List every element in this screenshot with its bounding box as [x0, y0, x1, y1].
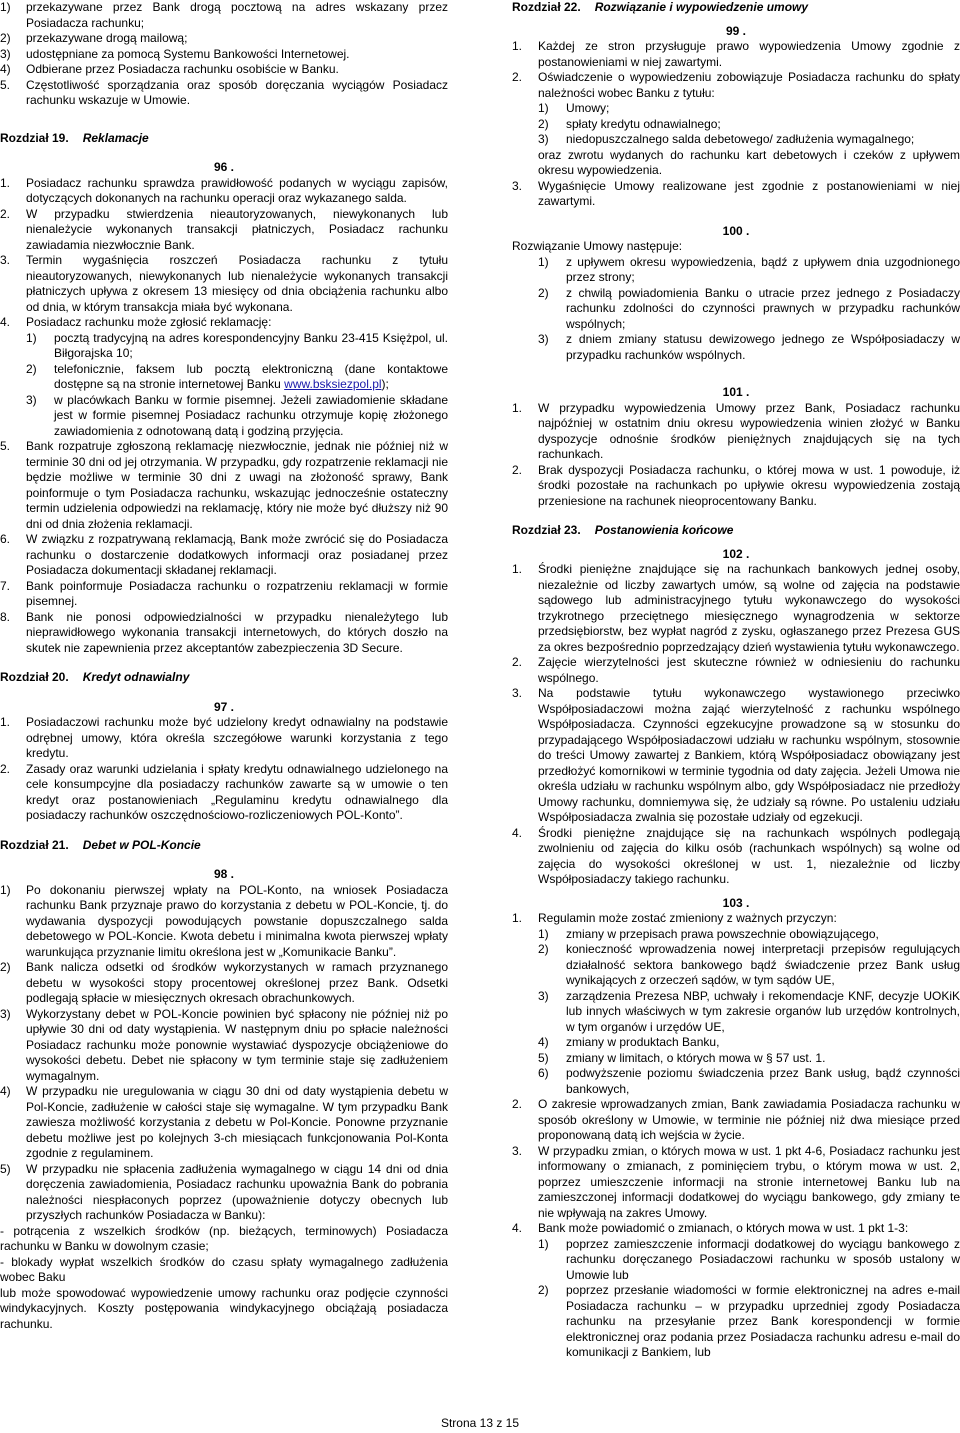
bank-website-link[interactable]: www.bsksiezpol.pl: [284, 377, 382, 391]
list-item: 3. Wygaśnięcie Umowy realizowane jest zgodnie z postanowieniami w niej zawartymi.: [512, 178, 960, 208]
list-item: 3. Na podstawie tytułu wykonawczego wystawionego przeciwko Współposiadaczowi można zająć wierzytelność z rachunku wspólnego Współposiadacza. Czynności egzekucyjne prowadzone są w stosunku do przypadającego Współposiadaczowi udziału w rachunku wspólnym, stosownie do treści Umowy zawartej z Bankiem, którą Współposiadacz obowiązany jest przedłożyć komornikowi w terminie tygodnia od daty zajęcia. Jeżeli Umowa nie określa udziału w rachunku wspólnym albo, gdy Współposiadacz nie przedłoży Umowy rachunku, domniemywa się, że udziały są równe. Po ustaleniu udziału Współposiadacza zwalnia się pozostałe udziały od egzekucji.: [512, 686, 960, 824]
list-item: 1) przekazywane przez Bank drogą pocztową na adres wskazany przez Posiadacza rachunku;: [0, 0, 448, 30]
paragraph: - blokady wypłat wszelkich środków do czasu spłaty wymagalnego zadłużenia wobec Baku: [0, 1254, 448, 1284]
list-item: 3) udostępniane za pomocą Systemu Bankowości Internetowej.: [0, 46, 350, 61]
list-item: 2) przekazywane drogą mailową;: [0, 31, 188, 45]
list-item: 1. W przypadku wypowiedzenia Umowy przez Bank, Posiadacz rachunku najpóźniej w ostatnim dniu okresu wypowiedzenia winien złożyć w Banku dyspozycje odnośnie środków pieniężnych znajdujących się na tych rachunkach.: [512, 400, 960, 461]
list-item: 4) W przypadku nie uregulowania w ciągu 30 dni od daty wystąpienia debetu w Pol-Koncie, zadłużenie w całości staje się wymagalne. W tym przypadku Bank zawiesza możliwość korzystania z debetu w Pol-Koncie. Ponowne przyznanie debetu możliwe jest po kolejnych 3-ch miesiącach funkcjonowania Pol-Konta zgodnie z regulaminem.: [0, 1084, 448, 1160]
left-column: [0, 0, 448, 1332]
list-subitem: 1) Umowy;: [538, 101, 610, 115]
section-number: 100 .: [722, 223, 750, 238]
chapter-heading: Rozdział 19. Reklamacje: [0, 130, 149, 145]
paragraph: oraz zwrotu wydanych do rachunku kart debetowych i czeków z upływem okresu wypowiedzenia.: [538, 147, 960, 177]
list-subitem: 2) telefonicznie, faksem lub pocztą elektroniczną (dane kontaktowe dostępne są na stronie internetowej Banku www.bsksiezpol.pl);: [26, 361, 448, 391]
list-item: 1. Środki pieniężne znajdujące się na rachunkach bankowych jednej osoby, niezależnie od liczby zawartych umów, są wolne od zajęcia na podstawie sądowego lub administracyjnego tytułu wykonawczego do wysokości trzykrotnego przeciętnego miesięcznego wynagrodzenia w sektorze przedsiębiorstw, bez wypłat nagród z zysku, ogłaszanego przez Prezesa GUS za okres bezpośrednio poprzedzający dzień wystawienia tytułu wykonawczego.: [512, 562, 960, 654]
list-subitem: 2) konieczność wprowadzenia nowej interpretacji przepisów regulujących działalność sektora bankowego bądź świadczenie przez Bank usług wynikających z orzeczeń sądów, w tym sądów UE,: [538, 942, 960, 987]
paragraph: - potrącenia z wszelkich środków (np. bieżących, terminowych) Posiadacza rachunku w Banku w dowolnym czasie;: [0, 1223, 448, 1253]
section-number: 102 .: [722, 546, 750, 561]
list-item: 2. O zakresie wprowadzanych zmian, Bank zawiadamia Posiadacza rachunku w sposób określony w Umowie, w terminie nie później niż dwa miesiące przed proponowaną datą ich wejścia w życie.: [512, 1097, 960, 1142]
list-item: 1. Regulamin może zostać zmieniony z ważnych przyczyn:: [512, 911, 837, 925]
list-item: 1. Każdej ze stron przysługuje prawo wypowiedzenia Umowy zgodnie z postanowieniami w niej zawartymi.: [512, 39, 960, 69]
list-item: 8. Bank nie ponosi odpowiedzialności w przypadku nienależytego lub nieprawidłowego wykonania transakcji internetowych, do których doszło na skutek nie zapewnienia przez akceptantów zabezpieczenia 3D Secure.: [0, 609, 448, 655]
list-item: 2) Bank nalicza odsetki od środków wykorzystanych w ramach przyznanego debetu w wysokości stopy procentowej określonej przez Bank. Odsetki podlegają spłacie w miesięcznych okresach obrachunkowych.: [0, 960, 448, 1005]
list-subitem: 1) z upływem okresu wypowiedzenia, bądź z upływem dnia uzgodnionego przez strony;: [538, 254, 960, 284]
list-item: 1) Po dokonaniu pierwszej wpłaty na POL-Konto, na wniosek Posiadacza rachunku Bank przyznaje prawo do korzystania z debetu w POL-Koncie, tj. do wydawania dyspozycji powodujących powstanie dopuszczalnego salda debetowego w POL-Koncie. Kwota debetu i minimalna kwota pierwszej wpłaty warunkująca przyznanie limitu określona jest w „Komunikacie Banku”.: [0, 882, 448, 959]
list-item: 3. W przypadku zmian, o których mowa w ust. 1 pkt 4-6, Posiadacz rachunku jest informowany o zmianach, z pominięciem trybu, o którym mowa w ust. 2, poprzez umieszczenie informacji na stronie internetowej Banku lub na zamieszczonej informacji dodatkowej do wyciągu bankowego, gdy zmiany te nie wpływają na zakres Umowy.: [512, 1143, 960, 1220]
section-number: 98 .: [213, 867, 234, 881]
list-subitem: 5) zmiany w limitach, o których mowa w § 57 ust. 1.: [538, 1050, 826, 1065]
list-subitem: 3) zarządzenia Prezesa NBP, uchwały i rekomendacje KNF, decyzje UOKiK lub innych właściwych w tym zakresie organów lub urzędów kontrolnych, w tym organów i urzędów UE,: [538, 988, 960, 1034]
list-item: 4. Posiadacz rachunku może zgłosić reklamację:: [0, 315, 272, 329]
list-subitem: 6) podwyższenie poziomu świadczenia przez Bank usług, bądź czynności bankowych,: [538, 1066, 960, 1096]
section-number: 96 .: [213, 160, 234, 174]
list-subitem: 2) poprzez przesłanie wiadomości w formie elektronicznej na adres e-mail Posiadacza rachunku – w przypadku uprzedniej zgody Posiadacza rachunku na przesyłanie przez Bank korespondencji w formie elektronicznej oraz podania przez Posiadacza rachunku adresu e-mail do komunikacji z Bankiem, lub: [538, 1283, 960, 1359]
list-subitem: 2) spłaty kredytu odnawialnego;: [538, 116, 721, 131]
list-item: 3) Wykorzystany debet w POL-Koncie powinien być spłacony nie później niż po upływie 30 dni od daty wystąpienia. W następnym dniu po spłacie należności Posiadacz rachunku może ponownie wystawiać dyspozycje obciążeniowe do wysokości debetu. Debet nie spłacony w tym terminie staje się zadłużeniem wymagalnym.: [0, 1006, 448, 1083]
list-subitem: 3) niedopuszczalnego salda debetowego/ zadłużenia wymagalnego;: [538, 132, 915, 146]
list-item: 1. Posiadaczowi rachunku może być udzielony kredyt odnawialny na podstawie odrębnej umowy, która określa szczegółowe warunki korzystania z tego kredytu.: [0, 715, 448, 760]
chapter-heading: Rozdział 20. Kredyt odnawialny: [0, 670, 190, 684]
list-item: 2. Brak dyspozycji Posiadacza rachunku, o której mowa w ust. 1 powoduje, iż środki pozostałe na rachunkach po upływie okresu wypowiedzenia zostają przeniesione na rachunek nieoprocentowany Banku.: [512, 462, 960, 508]
list-item: 4. Środki pieniężne znajdujące się na rachunkach wspólnych podlegają zwolnieniu od zajęcia do kilku osób (rachunkach wspólnych) są wolne od zajęcia do wysokości określonej w ust. 1, niezależnie od liczby Współposiadaczy takiego rachunku.: [512, 825, 960, 886]
list-item: 3. Termin wygaśnięcia roszczeń Posiadacza rachunku z tytułu nieautoryzowanych, niewykonanych lub nienależycie wykonanych transakcji płatniczych upływa z okresem 13 miesięcy od dnia obciążenia rachunku albo od dnia, w którym transakcja miała być wykonana.: [0, 253, 448, 314]
list-item: 5. Częstotliwość sporządzania oraz sposób doręczania wyciągów Posiadacz rachunku wskazuje w Umowie.: [0, 77, 448, 107]
list-item: 5) W przypadku nie spłacenia zadłużenia wymagalnego w ciągu 14 dni od dnia doręczenia zawiadomienia, Posiadacz rachunku upoważnia Bank do pobrania należności niespłaconych poprzez (upoważnienie dotyczy obecnych lub przyszłych rachunków Posiadacza w Banku):: [0, 1161, 448, 1222]
list-subitem: 1) pocztą tradycyjną na adres korespondencyjny Banku 23-415 Księżpol, ul. Biłgorajska 10;: [26, 330, 448, 360]
chapter-heading: Rozdział 21. Debet w POL-Koncie: [0, 837, 201, 852]
chapter-heading: Rozdział 23. Postanowienia końcowe: [512, 523, 734, 537]
list-subitem: 1) zmiany w przepisach prawa powszechnie obowiązującego,: [538, 926, 879, 941]
list-item: 4) Odbierane przez Posiadacza rachunku osobiście w Banku.: [0, 62, 339, 76]
list-item: 2. W przypadku stwierdzenia nieautoryzowanych, niewykonanych lub nienależycie wykonanych transakcji płatniczych, Posiadacz rachunku zawiadamia niezwłocznie Bank.: [0, 206, 448, 252]
list-item: 2. Zajęcie wierzytelności jest skuteczne również w odniesieniu do rachunku wspólnego.: [512, 655, 960, 685]
list-item: 1. Posiadacz rachunku sprawdza prawidłowość podanych w wyciągu zapisów, dotyczących dokonanych na rachunku operacji oraz wykazanego salda.: [0, 175, 448, 205]
list-item: 5. Bank rozpatruje zgłoszoną reklamację niezwłocznie, jednak nie później niż w terminie 30 dni od jej otrzymania. W przypadku, gdy rozpatrzenie reklamacji nie będzie możliwe w terminie 30 dni z uwagi na złożoność sprawy, Bank poinformuje o tym Posiadacza rachunku, wskazując jednocześnie ostateczny termin udzielenia odpowiedzi na reklamację, który nie może być dłuższy niż 90 dni od dnia złożenia reklamacji.: [0, 439, 448, 531]
paragraph: Rozwiązanie Umowy następuje:: [512, 239, 683, 253]
list-subitem: 4) zmiany w produktach Banku,: [538, 1035, 720, 1049]
paragraph: lub może spowodować wypowiedzenie umowy rachunku oraz podjęcie czynności windykacyjnych. Koszty postępowania windykacyjnego obciążają posiadacza rachunku.: [0, 1285, 448, 1331]
section-number: 99 .: [725, 23, 746, 38]
list-item: 7. Bank poinformuje Posiadacza rachunku o rozpatrzeniu reklamacji w formie pisemnej.: [0, 578, 448, 608]
section-number: 101 .: [722, 385, 750, 399]
list-item: 2. Oświadczenie o wypowiedzeniu zobowiązuje Posiadacza rachunku do spłaty należności wobec Banku z tytułu:: [512, 70, 960, 100]
list-subitem: 2) z chwilą powiadomienia Banku o utracie przez jednego z Posiadaczy rachunku zdolności do czynności prawnych w przypadku rachunków wspólnych;: [538, 285, 960, 331]
list-subitem: 3) z dniem zmiany statusu dewizowego jednego ze Współposiadaczy w przypadku rachunków wspólnych.: [538, 332, 960, 362]
section-number: 103 .: [722, 895, 750, 910]
list-item: 4. Bank może powiadomić o zmianach, o których mowa w ust. 1 pkt 1-3:: [512, 1221, 909, 1235]
list-item: 6. W związku z rozpatrywaną reklamacją, Bank może zwrócić się do Posiadacza rachunku o dostarczenie dodatkowych informacji oraz posiadanej przez Posiadacza dokumentacji składanej reklamacji.: [0, 532, 448, 577]
list-subitem: 3) w placówkach Banku w formie pisemnej. Jeżeli zawiadomienie składane jest w formie pisemnej Posiadacz rachunku otrzymuje kopię złożonego zawiadomienia z odnotowaną datą i godziną przyjęcia.: [26, 392, 448, 438]
list-item: 2. Zasady oraz warunki udzielania i spłaty kredytu odnawialnego udzielonego na cele konsumpcyjne dla posiadaczy rachunków zawarte są w umowie o ten kredyt oraz postanowieniach „Regulaminu kredytu odnawialnego dla posiadaczy rachunków oszczędnościowo-rozliczeniowych POL-Konto”.: [0, 761, 448, 822]
list-subitem: 1) poprzez zamieszczenie informacji dodatkowej do wyciągu bankowego z rachunku doręczanego Posiadaczowi rachunku w sposób ustalony w Umowie lub: [538, 1236, 960, 1282]
page-number: Strona 13 z 15: [440, 1416, 520, 1430]
section-number: 97 .: [213, 699, 234, 714]
chapter-heading: Rozdział 22. Rozwiązanie i wypowiedzenie umowy: [512, 0, 809, 14]
right-column: [512, 0, 960, 1361]
